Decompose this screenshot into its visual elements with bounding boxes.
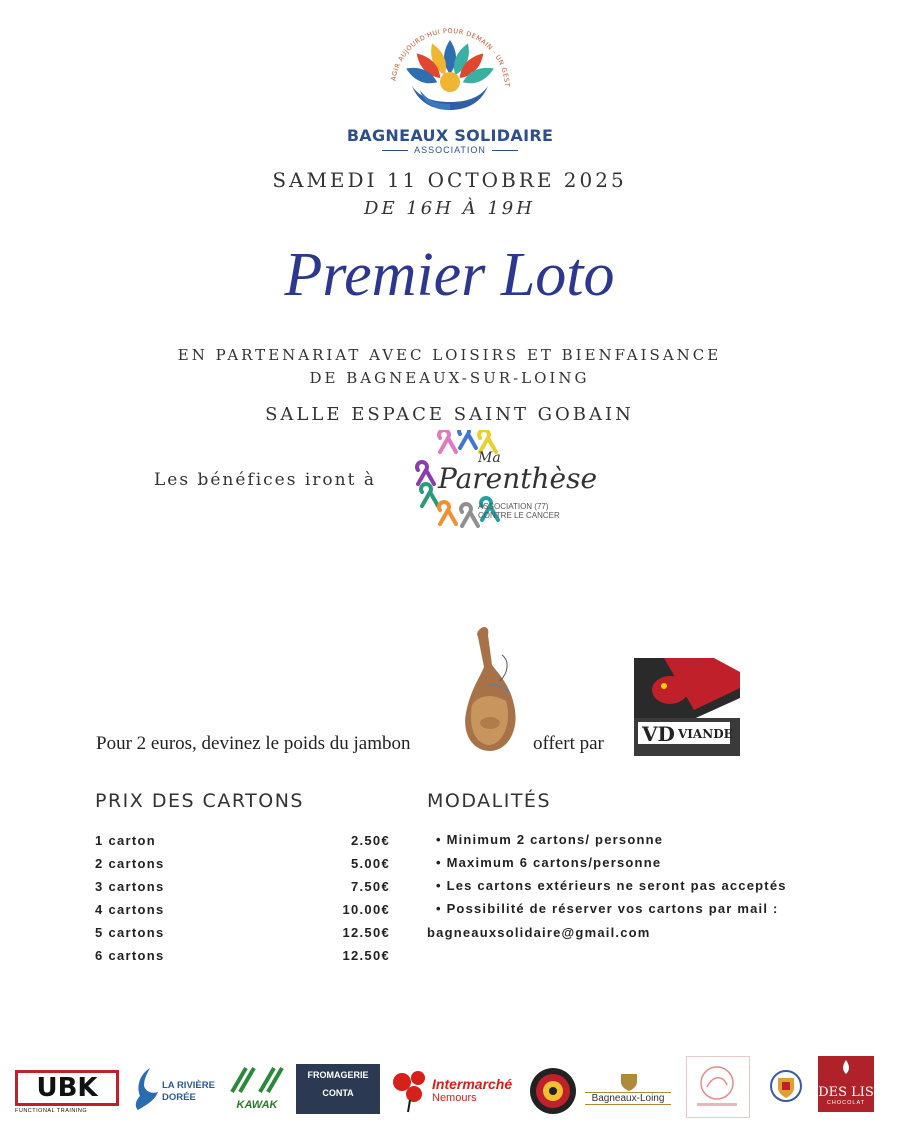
price-value: 5.00€ bbox=[350, 856, 390, 871]
price-value: 7.50€ bbox=[350, 879, 390, 894]
price-value: 12.50€ bbox=[342, 948, 390, 963]
des-lis-logo bbox=[818, 1056, 874, 1112]
price-row bbox=[95, 925, 390, 940]
price-value: 12.50€ bbox=[342, 925, 390, 940]
beneficiary-intro: Les bénéfices iront à bbox=[154, 470, 376, 490]
price-row bbox=[95, 948, 390, 963]
svg-text:AGIR AUJOURD'HUI POUR DEMAIN -: AGIR AUJOURD'HUI POUR DEMAIN - UN GEST bbox=[389, 26, 512, 88]
price-label: 5 cartons bbox=[95, 925, 165, 940]
price-label: 1 carton bbox=[95, 833, 156, 848]
partner-line-2: DE BAGNEAUX-SUR-LOING bbox=[309, 369, 590, 387]
modalite-item: • Minimum 2 cartons/ personne bbox=[436, 832, 664, 847]
ham-image bbox=[458, 625, 528, 755]
nemours-text: Nemours bbox=[432, 1092, 477, 1104]
event-title: Premier Loto bbox=[284, 241, 615, 309]
des-lis-sub: CHOCOLAT bbox=[826, 1100, 866, 1106]
event-venue: SALLE ESPACE SAINT GOBAIN bbox=[265, 404, 634, 425]
intermarche-text: Intermarché bbox=[432, 1076, 513, 1092]
modalite-item: • Maximum 6 cartons/personne bbox=[436, 855, 662, 870]
event-time: DE 16H À 19H bbox=[364, 198, 535, 219]
org-name: BAGNEAUX SOLIDAIRE bbox=[346, 126, 554, 145]
fromagerie-conta-logo bbox=[296, 1064, 380, 1114]
vd-viande-logo bbox=[634, 658, 740, 756]
price-value: 2.50€ bbox=[350, 833, 390, 848]
riviere-line-1: LA RIVIÈRE bbox=[162, 1080, 215, 1091]
modalite-item: • Possibilité de réserver vos cartons par mail : bbox=[436, 901, 779, 916]
ubk-logo bbox=[15, 1070, 119, 1114]
kawak-logo bbox=[226, 1064, 288, 1110]
price-row bbox=[95, 902, 390, 917]
price-label: 6 cartons bbox=[95, 948, 165, 963]
price-label: 2 cartons bbox=[95, 856, 165, 871]
partner-line-1: EN PARTENARIAT AVEC LOISIRS ET BIENFAISANCE bbox=[177, 346, 722, 364]
fromagerie-line-2: CONTA bbox=[322, 1088, 354, 1098]
price-value: 10.00€ bbox=[342, 902, 390, 917]
fromagerie-line-1: FROMAGERIE bbox=[307, 1070, 369, 1080]
bagneaux-solidaire-logo bbox=[380, 18, 520, 128]
org-subtitle: ASSOCIATION bbox=[320, 145, 580, 155]
contact-email[interactable]: bagneauxsolidaire@gmail.com bbox=[427, 925, 651, 940]
offert-par-text: offert par bbox=[533, 733, 604, 754]
price-label: 4 cartons bbox=[95, 902, 165, 917]
des-lis-text: DES LIS bbox=[818, 1085, 874, 1100]
prix-cartons-title: PRIX DES CARTONS bbox=[95, 790, 304, 812]
flower-shop-logo bbox=[686, 1056, 750, 1118]
price-label: 3 cartons bbox=[95, 879, 165, 894]
parenthese-sub-1: ASSOCIATION (77) bbox=[478, 502, 549, 511]
club-badge-logo bbox=[528, 1066, 578, 1116]
jambon-text: Pour 2 euros, devinez le poids du jambon bbox=[96, 733, 411, 754]
riviere-line-2: DORÉE bbox=[162, 1092, 196, 1103]
price-row bbox=[95, 879, 390, 894]
event-date: SAMEDI 11 OCTOBRE 2025 bbox=[272, 168, 627, 192]
ubk-text: UBK bbox=[15, 1070, 119, 1106]
bagneaux-loing-logo bbox=[585, 1072, 671, 1112]
riviere-doree-logo bbox=[132, 1066, 218, 1114]
intermarche-logo bbox=[388, 1064, 520, 1114]
viande-word: VIANDE bbox=[678, 727, 733, 741]
modalite-item: • Les cartons extérieurs ne seront pas acceptés bbox=[436, 878, 787, 893]
price-row bbox=[95, 833, 390, 848]
ubk-sub: FUNCTIONAL TRAINING bbox=[15, 1108, 88, 1114]
bagneaux-loing-text: Bagneaux-Loing bbox=[585, 1092, 671, 1105]
parenthese-sub-2: CONTRE LE CANCER bbox=[478, 511, 560, 520]
parenthese-name: Parenthèse bbox=[438, 462, 598, 495]
crest-logo bbox=[766, 1066, 806, 1106]
parenthese-ma: Ma bbox=[478, 450, 501, 466]
kawak-text: KAWAK bbox=[236, 1099, 278, 1111]
price-row bbox=[95, 856, 390, 871]
vd-letters: VD bbox=[642, 722, 675, 746]
modalites-title: MODALITÉS bbox=[427, 790, 552, 812]
